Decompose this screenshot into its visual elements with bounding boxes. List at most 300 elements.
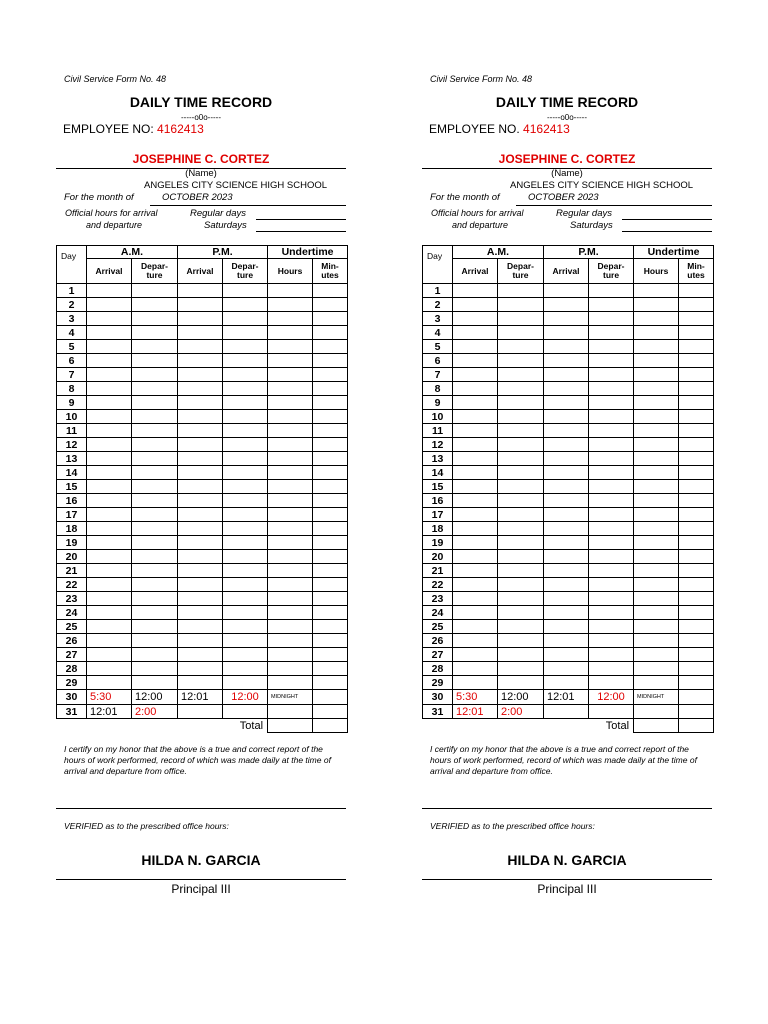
saturdays-label: Saturdays [570,220,613,231]
undertime-minutes-cell [679,452,714,466]
undertime-minutes-cell [313,284,348,298]
am-departure-cell [498,396,544,410]
am-departure-cell [132,466,178,480]
form-number: Civil Service Form No. 48 [64,74,167,84]
table-row [423,508,714,522]
pm-arrival-cell [178,354,223,368]
pm-departure-cell [589,550,634,564]
pm-departure-cell [223,438,268,452]
pm-arrival-cell [178,606,223,620]
undertime-minutes-cell [679,620,714,634]
pm-arrival-cell [544,676,589,690]
undertime-hours-cell [268,298,313,312]
table-row [423,382,714,396]
day-number: 16 [57,494,87,508]
table-row [423,550,714,564]
undertime-minutes-cell [679,592,714,606]
day-number: 13 [57,452,87,466]
undertime-minutes-cell [679,298,714,312]
table-row [57,550,348,564]
regular-days-underline [622,219,712,220]
am-departure-cell [498,578,544,592]
am-arrival-cell [453,382,498,396]
day-number: 15 [57,480,87,494]
pm-arrival-cell [178,592,223,606]
pm-departure-cell [589,564,634,578]
undertime-hours-cell [268,648,313,662]
table-row [57,620,348,634]
pm-arrival-cell [178,438,223,452]
am-arrival-cell [87,410,132,424]
table-row [57,466,348,480]
day-number: 7 [57,368,87,382]
name-caption: (Name) [185,168,217,179]
pm-arrival-cell [178,326,223,340]
table-row [57,592,348,606]
pm-departure-cell [223,508,268,522]
day30-pm-arrival: 12:01 [178,690,223,705]
undertime-minutes-cell [679,480,714,494]
table-row [57,326,348,340]
undertime-hours-cell [634,312,679,326]
pm-departure-cell [589,466,634,480]
pm-departure-cell [589,676,634,690]
official-hours-label-2: and departure [86,220,143,230]
hours-header: Hours [634,259,679,284]
pm-arrival-cell [178,382,223,396]
total-hours-cell [268,719,313,733]
am-departure-cell [498,382,544,396]
employee-number-label: EMPLOYEE NO: [63,122,154,136]
table-row [423,410,714,424]
undertime-minutes-cell [679,662,714,676]
undertime-minutes-cell [313,480,348,494]
pm-departure-cell [589,424,634,438]
table-row [423,494,714,508]
pm-departure-cell [223,382,268,396]
undertime-hours-cell [268,480,313,494]
supervisor-name: HILDA N. GARCIA [507,852,627,868]
am-arrival-cell [453,550,498,564]
pm-departure-cell [223,312,268,326]
table-row [57,382,348,396]
pm-arrival-cell [544,340,589,354]
undertime-hours-cell [634,564,679,578]
pm-departure-cell [223,705,268,719]
undertime-header: Undertime [634,246,714,259]
am-arrival-cell [87,396,132,410]
undertime-minutes-cell [679,578,714,592]
pm-arrival-cell [544,522,589,536]
employee-number: 4162413 [157,122,204,136]
am-departure-cell [498,508,544,522]
undertime-minutes-cell [679,690,714,705]
day-number: 26 [423,634,453,648]
day-number: 23 [57,592,87,606]
pm-arrival-cell [544,564,589,578]
undertime-minutes-cell [313,382,348,396]
am-departure-cell [132,676,178,690]
table-row [423,424,714,438]
pm-departure-header: Depar- ture [589,259,634,284]
undertime-hours-cell [634,410,679,424]
day-number: 24 [57,606,87,620]
day-number: 20 [57,550,87,564]
am-arrival-cell [453,284,498,298]
table-row [423,396,714,410]
undertime-hours-cell [634,676,679,690]
day-number: 16 [423,494,453,508]
supervisor-name: HILDA N. GARCIA [141,852,261,868]
undertime-hours-cell [634,705,679,719]
pm-departure-cell [223,634,268,648]
am-arrival-cell [87,634,132,648]
table-row [57,368,348,382]
undertime-minutes-cell [679,564,714,578]
am-arrival-cell [87,368,132,382]
undertime-hours-cell [634,592,679,606]
pm-departure-cell [223,662,268,676]
month-label: For the month of [430,192,500,203]
pm-departure-cell [589,452,634,466]
am-departure-cell [132,620,178,634]
table-row [423,620,714,634]
am-arrival-cell [87,592,132,606]
am-arrival-cell [87,480,132,494]
table-row [57,508,348,522]
day-number: 26 [57,634,87,648]
undertime-hours-cell [634,340,679,354]
undertime-minutes-cell [313,662,348,676]
table-row [57,690,348,705]
pm-arrival-cell [178,410,223,424]
undertime-hours-cell [268,354,313,368]
pm-departure-cell [223,592,268,606]
pm-departure-cell [223,564,268,578]
minutes-header: Min- utes [679,259,714,284]
official-hours-label: Official hours for arrival [65,208,158,218]
undertime-hours-cell [634,284,679,298]
day30-note: MIDNIGHT [268,690,313,705]
supervisor-position: Principal III [537,882,597,896]
title-decoration: -----o0o----- [181,113,221,122]
pm-departure-cell [589,620,634,634]
time-record-table [422,245,714,733]
day30-pm-departure: 12:00 [589,690,634,705]
am-departure-cell [132,326,178,340]
undertime-hours-cell [634,508,679,522]
undertime-hours-cell [268,466,313,480]
pm-arrival-cell [544,438,589,452]
undertime-minutes-cell [679,606,714,620]
am-departure-cell [498,326,544,340]
pm-departure-cell [223,480,268,494]
am-departure-cell [132,424,178,438]
am-departure-cell [498,536,544,550]
table-row [57,396,348,410]
pm-arrival-cell [178,620,223,634]
table-row [423,326,714,340]
time-record-table [56,245,348,733]
verified-label: VERIFIED as to the prescribed office hours: [64,821,229,831]
pm-arrival-cell [178,634,223,648]
am-header: A.M. [87,246,178,259]
undertime-hours-cell [268,662,313,676]
month-value: OCTOBER 2023 [162,192,233,203]
am-departure-cell [132,354,178,368]
table-row [57,606,348,620]
day-number: 30 [423,690,453,705]
am-arrival-cell [87,452,132,466]
undertime-minutes-cell [679,676,714,690]
am-arrival-cell [453,676,498,690]
undertime-hours-cell [268,592,313,606]
am-departure-cell [498,564,544,578]
table-row [57,536,348,550]
undertime-hours-cell [634,606,679,620]
day-number: 11 [57,424,87,438]
pm-arrival-cell [544,550,589,564]
undertime-minutes-cell [679,382,714,396]
undertime-minutes-cell [313,396,348,410]
undertime-minutes-cell [313,676,348,690]
am-arrival-header: Arrival [453,259,498,284]
am-departure-cell [498,634,544,648]
pm-arrival-cell [544,662,589,676]
table-row [423,690,714,705]
day-number: 20 [423,550,453,564]
undertime-hours-cell [268,312,313,326]
day30-am-arrival: 5:30 [87,690,132,705]
title-decoration: -----o0o----- [547,113,587,122]
pm-arrival-cell [544,705,589,719]
am-departure-cell [132,634,178,648]
pm-departure-cell [589,480,634,494]
undertime-hours-cell [268,452,313,466]
undertime-minutes-cell [679,634,714,648]
am-departure-cell [132,536,178,550]
pm-departure-cell [589,312,634,326]
pm-arrival-cell [544,480,589,494]
am-departure-cell [498,312,544,326]
minutes-header: Min- utes [313,259,348,284]
day-number: 6 [423,354,453,368]
am-departure-cell [132,522,178,536]
am-arrival-cell [453,368,498,382]
undertime-hours-cell [268,382,313,396]
day-number: 8 [57,382,87,396]
pm-arrival-cell [544,452,589,466]
undertime-hours-cell [268,424,313,438]
day-number: 27 [423,648,453,662]
table-row [423,634,714,648]
day-number: 28 [57,662,87,676]
undertime-minutes-cell [313,298,348,312]
am-departure-cell [132,312,178,326]
undertime-hours-cell [634,396,679,410]
undertime-minutes-cell [679,648,714,662]
am-departure-header: Depar- ture [498,259,544,284]
am-departure-cell [498,284,544,298]
table-row [57,438,348,452]
month-label: For the month of [64,192,134,203]
undertime-minutes-cell [679,508,714,522]
day-number: 27 [57,648,87,662]
pm-arrival-cell [178,578,223,592]
am-departure-cell [132,564,178,578]
undertime-hours-cell [634,354,679,368]
table-row [57,410,348,424]
am-departure-cell [498,606,544,620]
pm-departure-cell [589,705,634,719]
pm-header: P.M. [544,246,634,259]
table-row [423,466,714,480]
am-departure-cell [132,648,178,662]
table-row [423,676,714,690]
pm-arrival-cell [178,676,223,690]
undertime-minutes-cell [679,438,714,452]
day-number: 5 [57,340,87,354]
undertime-minutes-cell [313,494,348,508]
am-arrival-cell [87,312,132,326]
table-row [423,354,714,368]
pm-departure-cell [589,508,634,522]
pm-departure-cell [223,550,268,564]
am-arrival-cell [87,550,132,564]
pm-arrival-cell [544,634,589,648]
day-number: 14 [57,466,87,480]
undertime-minutes-cell [313,578,348,592]
school-name: ANGELES CITY SCIENCE HIGH SCHOOL [510,180,694,191]
pm-arrival-cell [544,354,589,368]
employee-number-line [429,122,570,136]
am-departure-cell [132,340,178,354]
undertime-hours-cell [268,606,313,620]
day-number: 1 [423,284,453,298]
day-number: 25 [423,620,453,634]
total-minutes-cell [679,719,714,733]
undertime-minutes-cell [313,536,348,550]
day-number: 15 [423,480,453,494]
regular-days-label: Regular days [556,208,612,219]
employee-name: JOSEPHINE C. CORTEZ [132,152,270,166]
undertime-minutes-cell [313,705,348,719]
form-number: Civil Service Form No. 48 [430,74,533,84]
form-title: DAILY TIME RECORD [495,94,639,110]
day-number: 21 [423,564,453,578]
school-name: ANGELES CITY SCIENCE HIGH SCHOOL [144,180,328,191]
day-number: 13 [423,452,453,466]
undertime-hours-cell [268,564,313,578]
undertime-minutes-cell [313,620,348,634]
undertime-minutes-cell [313,550,348,564]
pm-departure-cell [589,396,634,410]
employee-name: JOSEPHINE C. CORTEZ [498,152,636,166]
undertime-hours-cell [634,522,679,536]
day31-am-departure: 2:00 [498,705,544,719]
undertime-hours-cell [268,494,313,508]
pm-arrival-cell [544,620,589,634]
total-minutes-cell [313,719,348,733]
am-departure-cell [498,550,544,564]
pm-departure-cell [589,662,634,676]
pm-departure-cell [589,340,634,354]
day-number: 19 [423,536,453,550]
undertime-minutes-cell [313,410,348,424]
table-row [57,354,348,368]
undertime-minutes-cell [679,396,714,410]
table-row [423,480,714,494]
pm-departure-cell [589,578,634,592]
undertime-hours-cell [634,326,679,340]
pm-arrival-cell [544,410,589,424]
am-departure-cell [498,592,544,606]
undertime-minutes-cell [313,606,348,620]
day-number: 23 [423,592,453,606]
pm-departure-cell [223,648,268,662]
undertime-hours-cell [268,522,313,536]
official-hours-label: Official hours for arrival [431,208,524,218]
pm-header: P.M. [178,246,268,259]
am-departure-cell [132,592,178,606]
am-arrival-cell [453,508,498,522]
pm-departure-cell [589,438,634,452]
day30-pm-arrival: 12:01 [544,690,589,705]
am-departure-cell [132,578,178,592]
table-row [423,284,714,298]
undertime-minutes-cell [679,550,714,564]
table-row [423,340,714,354]
day30-am-arrival: 5:30 [453,690,498,705]
undertime-minutes-cell [313,438,348,452]
day-number: 3 [57,312,87,326]
undertime-minutes-cell [313,452,348,466]
pm-departure-cell [223,298,268,312]
day-number: 6 [57,354,87,368]
table-row [57,424,348,438]
pm-arrival-cell [544,424,589,438]
pm-arrival-cell [178,452,223,466]
am-departure-cell [498,676,544,690]
am-departure-cell [498,494,544,508]
pm-departure-cell [223,410,268,424]
day-number: 9 [57,396,87,410]
day-number: 30 [57,690,87,705]
pm-arrival-cell [178,284,223,298]
table-row [57,452,348,466]
undertime-minutes-cell [679,494,714,508]
pm-departure-cell [223,522,268,536]
am-departure-cell [498,424,544,438]
undertime-hours-cell [634,662,679,676]
day31-am-departure: 2:00 [132,705,178,719]
am-arrival-cell [87,578,132,592]
pm-departure-cell [589,298,634,312]
table-row [423,592,714,606]
am-arrival-cell [453,298,498,312]
am-departure-cell [132,480,178,494]
pm-arrival-cell [178,564,223,578]
undertime-hours-cell [634,634,679,648]
am-arrival-cell [87,494,132,508]
pm-departure-cell [589,522,634,536]
pm-departure-cell [589,648,634,662]
am-departure-cell [498,354,544,368]
am-arrival-cell [87,648,132,662]
table-row [57,298,348,312]
day-header: Day [423,246,453,284]
pm-arrival-cell [178,312,223,326]
